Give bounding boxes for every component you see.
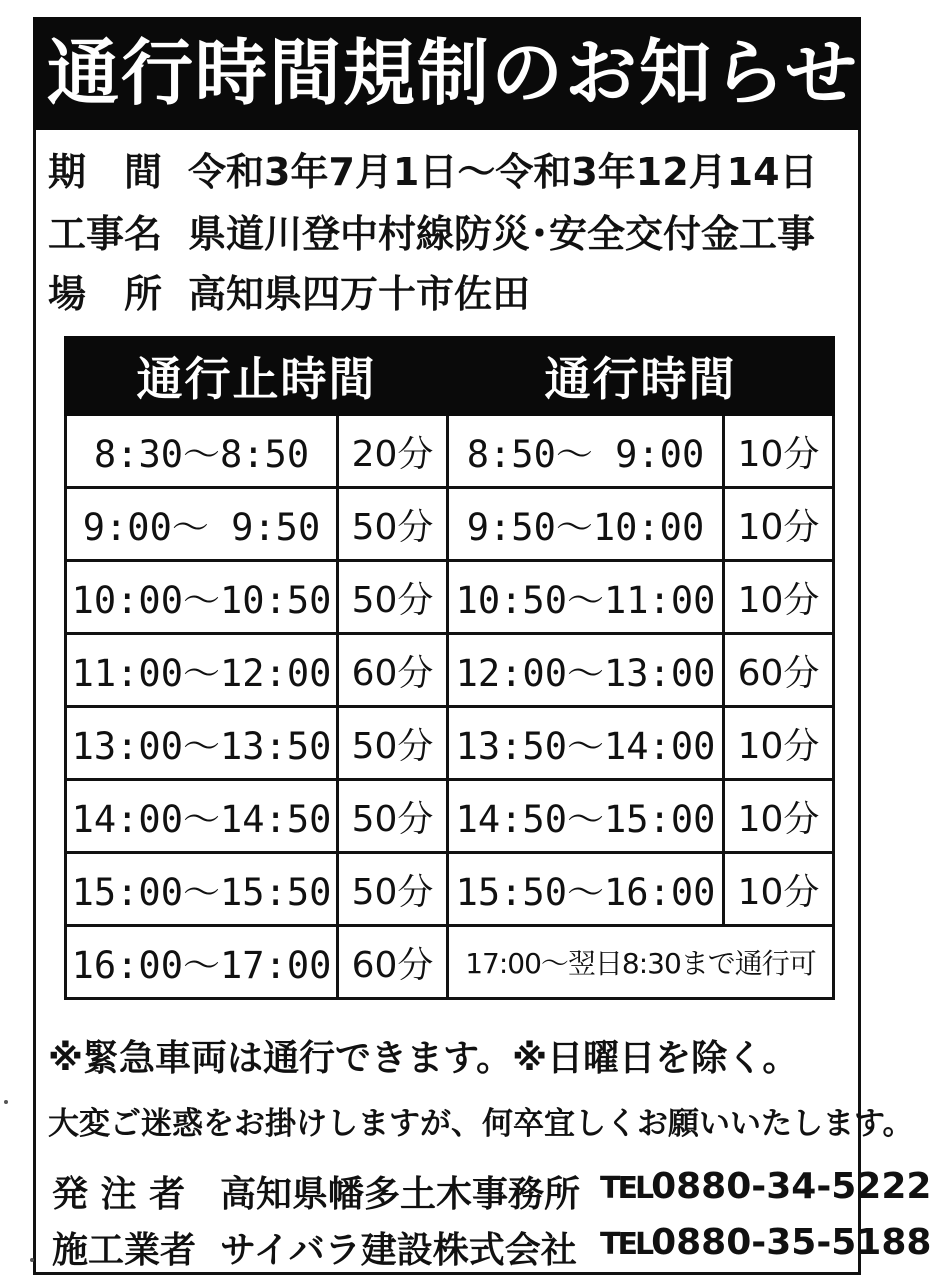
closed-time-cell: 15:00～15:50	[66, 853, 338, 926]
footer-contractor	[52, 1222, 931, 1273]
footer-role: 発 注 者	[52, 1174, 186, 1215]
table-header-row	[66, 338, 834, 415]
closed-time-cell: 16:00～17:00	[66, 926, 338, 999]
open-duration-cell: 10分	[724, 707, 834, 780]
footer-orderer	[52, 1166, 931, 1217]
table-row	[66, 853, 834, 926]
open-time-cell: 9:50～10:00	[448, 488, 724, 561]
info-label: 場 所	[48, 272, 163, 316]
table-row	[66, 780, 834, 853]
closed-time-header: 通行止時間	[66, 338, 448, 415]
schedule-table-wrap	[64, 336, 832, 1000]
open-duration-cell: 10分	[724, 780, 834, 853]
open-time-cell: 13:50～14:00	[448, 707, 724, 780]
table-row	[66, 707, 834, 780]
closed-duration-cell: 50分	[338, 853, 448, 926]
open-duration-cell: 10分	[724, 488, 834, 561]
closed-time-cell: 9:00～ 9:50	[66, 488, 338, 561]
info-label: 期 間	[48, 150, 163, 194]
footer-phone	[600, 1166, 931, 1207]
footer-name: 高知県幡多土木事務所	[220, 1174, 581, 1215]
closed-time-cell: 13:00～13:50	[66, 707, 338, 780]
closed-time-cell: 10:00～10:50	[66, 561, 338, 634]
info-location	[48, 268, 530, 320]
info-value: 令和3年7月1日～令和3年12月14日	[188, 150, 818, 194]
scan-speck	[4, 1100, 8, 1104]
footer-role: 施工業者	[52, 1230, 197, 1271]
info-project	[48, 208, 815, 260]
open-time-cell: 10:50～11:00	[448, 561, 724, 634]
closed-time-cell: 8:30～8:50	[66, 415, 338, 488]
table-row	[66, 561, 834, 634]
closed-duration-cell: 20分	[338, 415, 448, 488]
closed-duration-cell: 50分	[338, 488, 448, 561]
footer-phone	[600, 1222, 931, 1263]
info-period	[48, 146, 818, 198]
table-row	[66, 415, 834, 488]
open-time-cell: 12:00～13:00	[448, 634, 724, 707]
open-duration-cell: 60分	[724, 634, 834, 707]
schedule-table	[64, 336, 835, 1000]
phone-number: 0880-35-5188	[651, 1222, 931, 1263]
closed-duration-cell: 60分	[338, 926, 448, 999]
table-row	[66, 926, 834, 999]
closed-duration-cell: 50分	[338, 561, 448, 634]
closed-duration-cell: 60分	[338, 634, 448, 707]
info-value: 高知県四万十市佐田	[188, 272, 531, 316]
open-duration-cell: 10分	[724, 415, 834, 488]
open-time-header: 通行時間	[448, 338, 834, 415]
closed-time-cell: 14:00～14:50	[66, 780, 338, 853]
open-overnight-cell: 17:00～翌日8:30まで通行可	[448, 926, 834, 999]
closed-time-cell: 11:00～12:00	[66, 634, 338, 707]
tel-mark: TEL	[600, 1227, 652, 1262]
table-row	[66, 488, 834, 561]
footer-name: サイバラ建設株式会社	[220, 1230, 577, 1271]
closed-duration-cell: 50分	[338, 780, 448, 853]
open-duration-cell: 10分	[724, 561, 834, 634]
table-row	[66, 634, 834, 707]
open-time-cell: 8:50～ 9:00	[448, 415, 724, 488]
open-duration-cell: 10分	[724, 853, 834, 926]
tel-mark: TEL	[600, 1171, 652, 1206]
info-label: 工事名	[48, 212, 163, 256]
apology-note: 大変ご迷惑をお掛けしますが、何卒宜しくお願いいたします。	[48, 1106, 914, 1142]
open-time-cell: 15:50～16:00	[448, 853, 724, 926]
open-time-cell: 14:50～15:00	[448, 780, 724, 853]
phone-number: 0880-34-5222	[651, 1166, 931, 1207]
notice-title: 通行時間規制のお知らせ	[33, 17, 861, 130]
closed-duration-cell: 50分	[338, 707, 448, 780]
emergency-note: ※緊急車両は通行できます。※日曜日を除く。	[48, 1038, 799, 1079]
scan-speck	[30, 1258, 34, 1262]
info-value: 県道川登中村線防災･安全交付金工事	[188, 212, 816, 256]
